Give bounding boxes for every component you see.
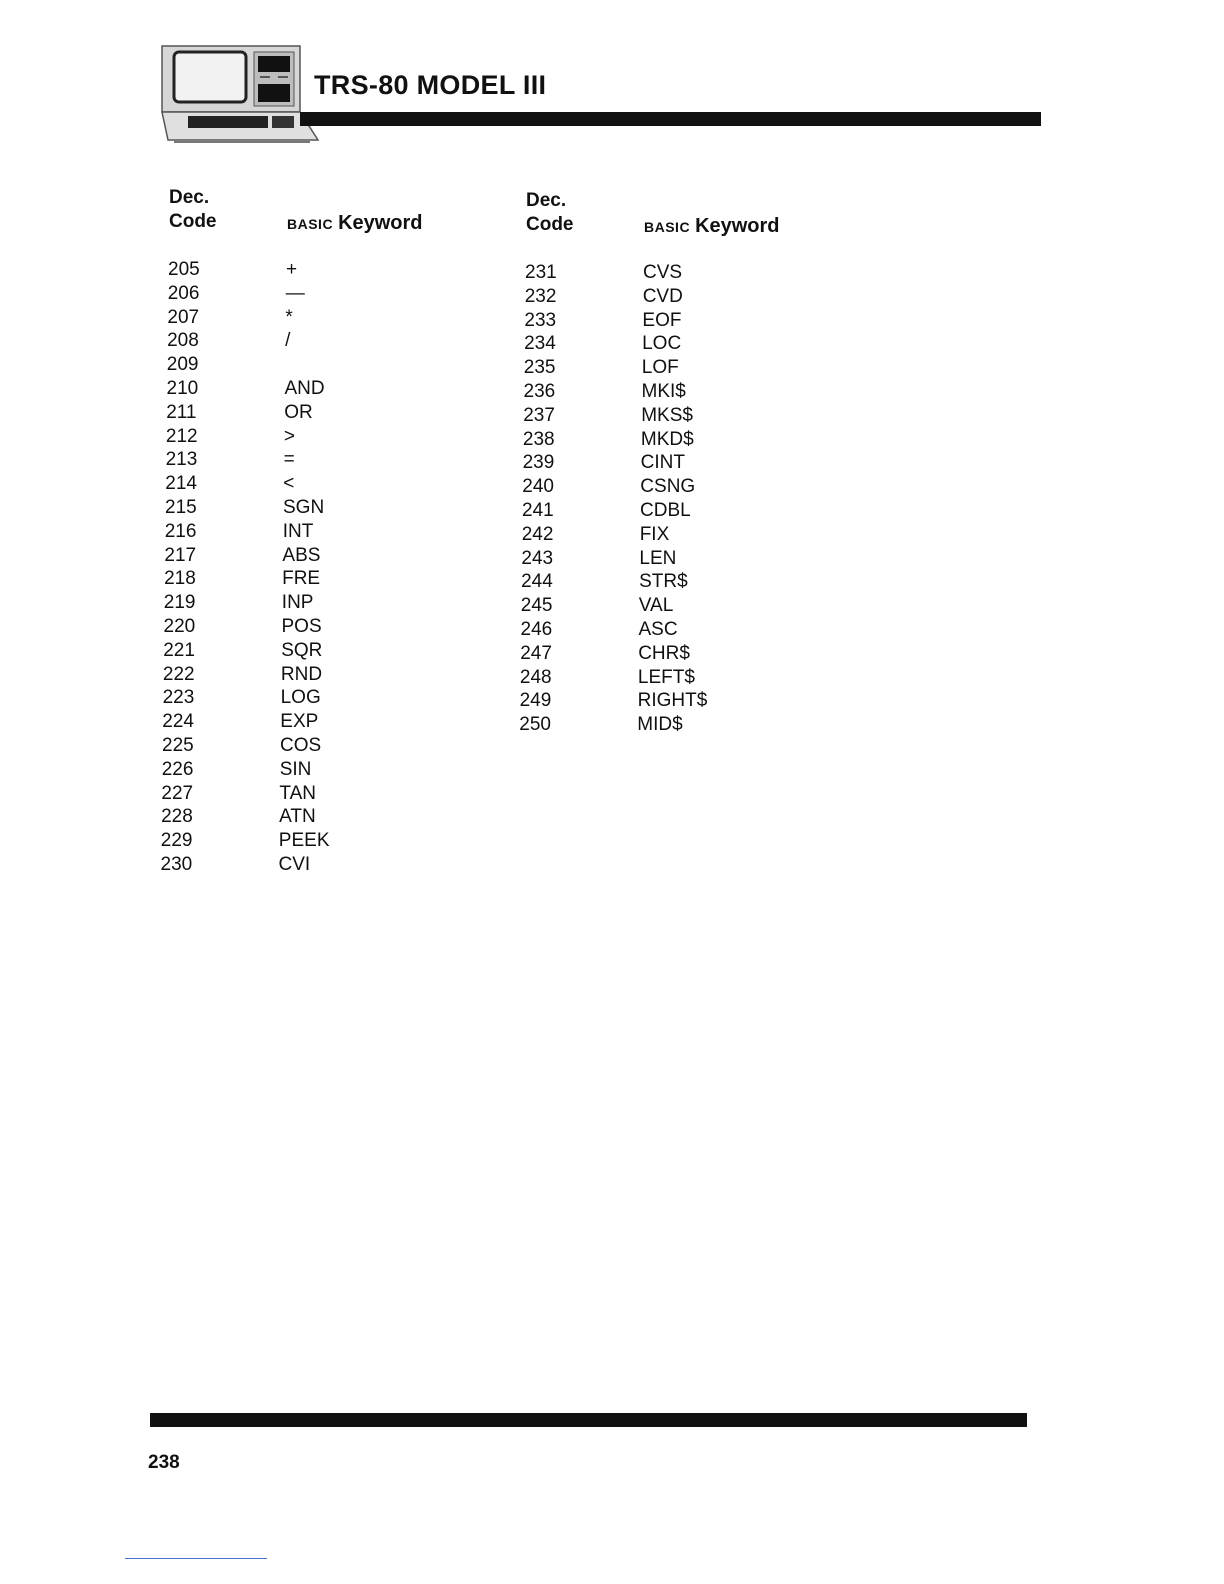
basic-keyword: MKD$ (640, 428, 694, 450)
basic-keyword: > (283, 425, 295, 447)
dec-code: 225 (162, 735, 194, 756)
basic-keyword: = (283, 449, 295, 471)
dec-code: 207 (167, 306, 200, 328)
basic-keyword: VAL (638, 595, 674, 617)
dec-code: 214 (165, 473, 197, 495)
basic-keyword: CVS (643, 262, 683, 283)
footer-rule (150, 1413, 1027, 1427)
dec-code: 239 (522, 452, 555, 474)
basic-keyword: MKI$ (641, 381, 686, 402)
dec-code: 216 (164, 520, 197, 542)
dec-code: 241 (522, 500, 554, 521)
dec-code: 232 (524, 285, 557, 307)
basic-keyword: LOF (641, 357, 679, 379)
basic-keyword: CHR$ (638, 642, 690, 664)
basic-keyword: LOC (642, 333, 682, 355)
basic-keyword: OR (284, 401, 313, 423)
basic-keyword: PEEK (278, 830, 330, 852)
basic-keyword: INP (281, 592, 314, 614)
dec-code: 245 (520, 595, 553, 617)
basic-keyword: FRE (282, 568, 321, 590)
basic-keyword: LEN (639, 547, 677, 569)
basic-keyword: ASC (638, 619, 678, 640)
dec-code: 228 (161, 806, 193, 828)
left-keyword-header-keyword: Keyword (338, 212, 423, 234)
dec-code: 213 (165, 449, 198, 471)
basic-keyword: CINT (640, 452, 685, 474)
basic-keyword: < (283, 473, 295, 495)
page-title: TRS-80 MODEL III (314, 70, 547, 100)
dec-code: 236 (523, 381, 556, 402)
dec-code: 240 (522, 476, 554, 498)
basic-keyword: EOF (642, 309, 682, 331)
dec-code: 218 (164, 568, 196, 590)
basic-keyword: ABS (282, 544, 321, 566)
dec-code: 242 (521, 523, 554, 545)
basic-keyword: / (285, 330, 291, 352)
dec-code: 238 (522, 428, 555, 450)
basic-keyword: LOG (280, 687, 321, 709)
dec-code: 234 (524, 333, 556, 355)
basic-keyword: + (286, 259, 298, 280)
basic-keyword: STR$ (639, 571, 688, 593)
basic-keyword: LEFT$ (637, 666, 695, 688)
page-number: 238 (148, 1452, 180, 1473)
right-code-header-line2: Code (526, 214, 574, 235)
dec-code: 243 (521, 547, 554, 569)
basic-keyword: CSNG (640, 476, 696, 498)
basic-keyword: TAN (279, 782, 316, 804)
right-code-header (526, 189, 574, 237)
dec-code: 208 (167, 330, 199, 352)
dec-code: 250 (519, 714, 551, 736)
dec-code: 210 (166, 378, 199, 399)
dec-code: 219 (163, 592, 196, 614)
dec-code: 233 (524, 309, 557, 331)
dec-code: 249 (519, 690, 552, 712)
right-keyword-header-keyword: Keyword (695, 215, 780, 237)
dec-code: 231 (525, 262, 557, 283)
dec-code: 248 (519, 666, 552, 688)
basic-keyword: SGN (283, 497, 325, 518)
dec-code: 222 (162, 663, 195, 685)
bottom-rule (125, 1558, 267, 1559)
dec-code: 211 (166, 401, 197, 423)
dec-code: 227 (161, 782, 194, 804)
basic-keyword: FIX (639, 523, 670, 545)
basic-keyword: MKS$ (641, 404, 693, 426)
dec-code: 206 (167, 282, 200, 304)
left-code-header (169, 186, 217, 234)
basic-keyword: AND (284, 378, 325, 399)
basic-keyword: EXP (280, 711, 319, 733)
basic-keyword: — (285, 282, 305, 304)
basic-keyword: COS (280, 735, 322, 756)
dec-code: 221 (163, 639, 195, 661)
dec-code: 244 (521, 571, 553, 593)
basic-keyword: ATN (279, 806, 316, 828)
dec-code: 217 (164, 544, 197, 566)
basic-keyword: CDBL (640, 500, 691, 521)
dec-code: 226 (161, 758, 194, 780)
dec-code: 237 (523, 404, 555, 426)
basic-keyword: CVI (278, 854, 311, 875)
right-keyword-header-basic: BASIC (644, 219, 691, 235)
left-keyword-header-basic: BASIC (287, 216, 334, 232)
dec-code: 229 (160, 830, 193, 852)
basic-keyword: INT (282, 520, 314, 542)
basic-keyword: SIN (279, 758, 312, 780)
basic-keyword: CVD (642, 285, 683, 307)
left-code-header-line2: Code (169, 211, 217, 232)
dec-code: 230 (160, 854, 193, 875)
dec-code: 220 (163, 616, 196, 637)
left-code-header-line1: Dec. (169, 187, 210, 208)
dec-code: 247 (520, 642, 552, 664)
dec-code: 223 (162, 687, 195, 709)
dec-code: 224 (162, 711, 194, 733)
dec-code: 212 (165, 425, 198, 447)
dec-code: 215 (165, 497, 197, 518)
right-keyword-header (644, 214, 780, 239)
right-code-header-line1: Dec. (526, 190, 567, 211)
basic-keyword: MID$ (637, 714, 683, 736)
left-keyword-header (287, 211, 423, 236)
basic-keyword: POS (281, 616, 322, 637)
basic-keyword: RND (280, 663, 323, 685)
dec-code: 205 (168, 259, 200, 280)
dec-code: 209 (166, 354, 199, 376)
dec-code: 235 (523, 357, 556, 379)
basic-keyword: RIGHT$ (637, 690, 708, 712)
basic-keyword: * (285, 306, 293, 328)
basic-keyword: SQR (281, 639, 323, 661)
dec-code: 246 (520, 619, 553, 640)
